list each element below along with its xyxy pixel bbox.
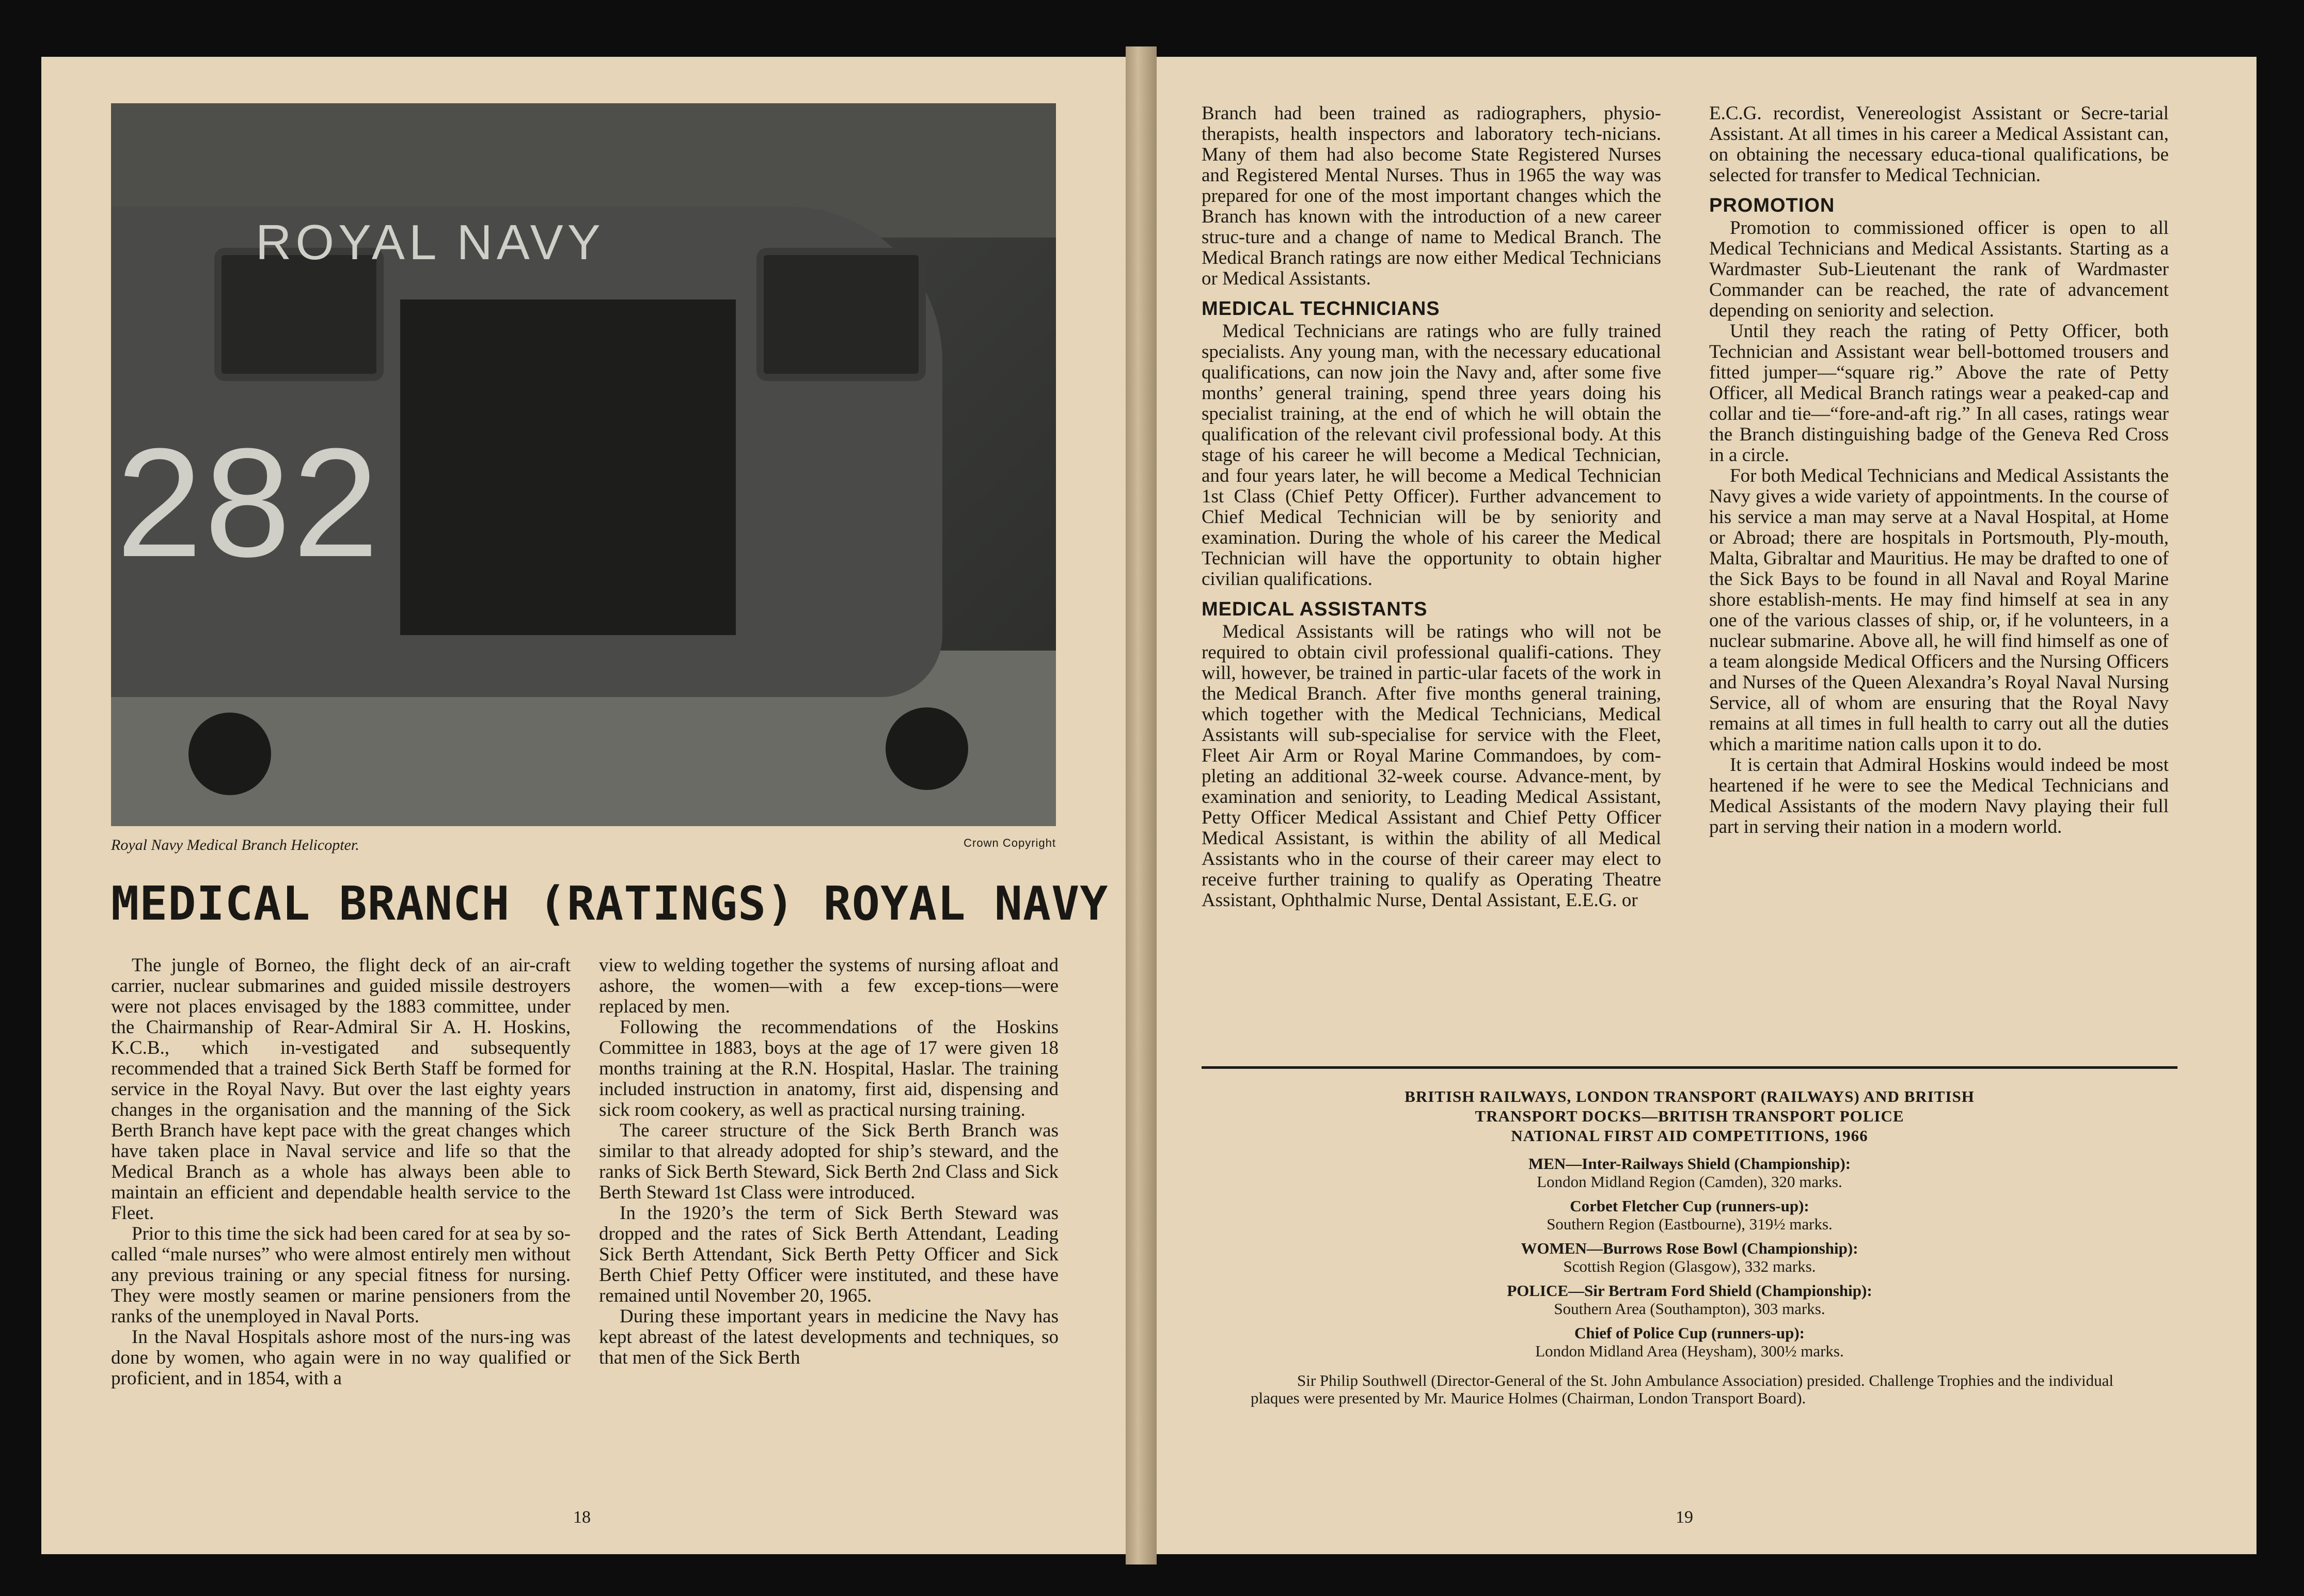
paragraph: The career structure of the Sick Berth Branch was similar to that already adopted for ship’s steward, and the ranks of Sick Berth Steward, Sick Berth 2nd Class and Sick Berth Steward 1st Class were introduced. [599,1120,1059,1203]
left-page [41,57,1126,1554]
left-column-2 [599,955,1059,1368]
paragraph: Prior to this time the sick had been cared for at sea by so-called “male nurses” who were almost entirely men without any previous training or any special fitness for nursing. They were mostly seamen or marine pensioners from the ranks of the unemployed in Naval Ports. [111,1223,571,1327]
right-column-1 [1202,103,1661,911]
section-heading: PROMOTION [1709,195,1835,216]
divider-rule [1202,1066,2177,1069]
section-heading: MEDICAL TECHNICIANS [1202,298,1440,320]
paragraph: The jungle of Borneo, the flight deck of an air-craft carrier, nuclear submarines and guided missile destroyers were not places envisaged by the 1883 committee, under the Chairmanship of Rear-Admiral Sir A. H. Hoskins, K.C.B., which in-vestigated and subsequently recommended that a trained Sick Berth Staff be formed for service in the Royal Navy. But over the last eighty years changes in the organisation and the manning of the Sick Berth Branch have kept pace with the great changes which have taken place in Naval service and life so that the Medical Branch as a whole has always been able to maintain an efficient and dependable health service to the Fleet. [111,955,571,1224]
paragraph: Branch had been trained as radiographers, physio-therapists, health inspectors and laboratory tech-nicians. Many of them had also become State Registered Nurses and Registered Mental Nurses. Thus in 1965 the way was prepared for one of the most important changes which the Branch has known with the introduction of a new career struc-ture and a change of name to Medical Branch. The Medical Branch ratings are now either Medical Technicians or Medical Assistants. [1202,103,1661,289]
paragraph: Medical Technicians are ratings who are fully trained specialists. Any young man, with the necessary educational qualifications, can now join the Navy and, after some five months’ general training, spend three years doing his specialist training, at the end of which he will obtain the qualification of the relevant civil professional body. At this stage of his career he will become a Medical Technician, and four years later, he will become a Medical Technician 1st Class (Chief Petty Officer). Further advancement to Chief Medical Technician will be by seniority and examination. During the whole of his career the Medical Technician will have the opportunity to obtain higher civilian qualifications. [1202,321,1661,590]
competition-footnote: Sir Philip Southwell (Director-General of the St. John Ambulance Association) presided. Challenge Trophies and the individual plaques were presented by Mr. Maurice Holmes (Chairman, London Transport Board). [1251,1371,2113,1407]
page-number: 18 [573,1508,591,1527]
right-page [1157,57,2256,1554]
paragraph: Until they reach the rating of Petty Officer, both Technician and Assistant wear bell-bottomed trousers and fitted jumper—“square rig.” Above the rate of Petty Officer, all Medical Branch ratings wear a peaked-cap and collar and tie—“fore-and-aft rig.” In all cases, ratings wear the Branch distinguishing badge of the Geneva Red Cross in a circle. [1709,321,2169,466]
left-column-1 [111,955,571,1389]
paragraph: Following the recommendations of the Hoskins Committee in 1883, boys at the age of 17 were given 18 months training at the R.N. Hospital, Haslar. The training included instruction in anatomy, first aid, dispensing and sick room cookery, as well as practical nursing training. [599,1017,1059,1120]
award-title: WOMEN—Burrows Rose Bowl (Championship): [1521,1239,1858,1257]
award-title: Corbet Fletcher Cup (runners-up): [1570,1197,1809,1215]
award-winner: Scottish Region (Glasgow), 332 marks. [1563,1257,1816,1275]
award-title: MEN—Inter-Railways Shield (Championship): [1528,1155,1851,1173]
section-heading: MEDICAL ASSISTANTS [1202,598,1428,620]
paragraph: E.C.G. recordist, Venereologist Assistant or Secre-tarial Assistant. At all times in his career a Medical Assistant can, on obtaining the necessary educa-tional qualifications, be selected for transfer to Medical Technician. [1709,103,2169,186]
fuselage-lettering: ROYAL NAVY [256,215,605,270]
article-title: MEDICAL BRANCH (RATINGS) ROYAL NAVY [111,877,1109,931]
helicopter-photo [111,103,1056,826]
paragraph: In the Naval Hospitals ashore most of the nurs-ing was done by women, who again were in no way qualified or proficient, and in 1854, with a [111,1326,571,1389]
paragraph: Promotion to commissioned officer is open to all Medical Technicians and Medical Assistants. Starting as a Wardmaster Sub-Lieutenant the rank of Wardmaster Commander can be reached, the rate of advancement depending on seniority and selection. [1709,217,2169,321]
page-number: 19 [1676,1508,1693,1527]
competition-results [1202,1087,2177,1407]
paragraph: For both Medical Technicians and Medical Assistants the Navy gives a wide variety of appointments. In the course of his service a man may serve at a Naval Hospital, at Home or Abroad; there are hospitals in Portsmouth, Ply-mouth, Malta, Gibraltar and Mauritius. He may be drafted to one of the Sick Bays to be found in all Naval and Royal Marine shore establish-ments. He may find himself at sea in any one of the various classes of ship, or, if he volunteers, in a nuclear submarine. Above all, he will find himself as one of a team alongside Medical Officers and the Nursing Officers and Nurses of the Queen Alexandra’s Royal Naval Nursing Service, all of whom are ensuring that the Royal Navy remains at all times in full health to carry out all the duties which a maritime nation calls upon it to do. [1709,465,2169,755]
award-title: POLICE—Sir Bertram Ford Shield (Championship): [1507,1282,1872,1300]
paragraph: It is certain that Admiral Hoskins would indeed be most heartened if he were to see the Medical Technicians and Medical Assistants of the modern Navy playing their full part in serving their nation in a modern world. [1709,754,2169,837]
paragraph: In the 1920’s the term of Sick Berth Steward was dropped and the rates of Sick Berth Attendant, Leading Sick Berth Attendant, Sick Berth Petty Officer and Sick Berth Chief Petty Officer were instituted, and these have remained until November 20, 1965. [599,1203,1059,1306]
book-spine [1126,46,1157,1565]
heading-line: NATIONAL FIRST AID COMPETITIONS, 1966 [1511,1127,1868,1145]
award-winner: London Midland Area (Heysham), 300½ marks. [1535,1342,1844,1360]
award-winner: Southern Region (Eastbourne), 319½ marks. [1546,1215,1833,1233]
photo-credit: Crown Copyright [964,836,1056,849]
tail-number: 282 [116,416,381,589]
paragraph: view to welding together the systems of nursing afloat and ashore, the women—with a few excep-tions—were replaced by men. [599,955,1059,1017]
award-title: Chief of Police Cup (runners-up): [1574,1324,1805,1342]
heading-line: BRITISH RAILWAYS, LONDON TRANSPORT (RAILWAYS) AND BRITISH [1405,1087,1975,1105]
award-winner: London Midland Region (Camden), 320 marks. [1537,1173,1842,1191]
right-column-2 [1709,103,2169,837]
heading-line: TRANSPORT DOCKS—BRITISH TRANSPORT POLICE [1475,1107,1904,1125]
paragraph: Medical Assistants will be ratings who will not be required to obtain civil professional qualifi-cations. They will, however, be trained in partic-ular facets of the work in the Medical Branch. After five months general training, which together with the Medical Technicians, Medical Assistants will sub-specialise for service with the Fleet, Fleet Air Arm or Royal Marine Commandoes, by com-pleting an additional 32-week course. Advance-ment, by examination and seniority, to Leading Medical Assistant, Petty Officer Medical Assistant and Chief Petty Officer Medical Assistant, is within the ability of all Medical Assistants who in the course of their career may elect to receive further training to qualify as Operating Theatre Assistant, Ophthalmic Nurse, Dental Assistant, E.E.G. or [1202,621,1661,911]
award-winner: Southern Area (Southampton), 303 marks. [1554,1300,1825,1318]
competition-heading [1202,1087,2177,1146]
photo-caption: Royal Navy Medical Branch Helicopter. [111,836,359,854]
paragraph: During these important years in medicine the Navy has kept abreast of the latest developments and techniques, so that men of the Sick Berth [599,1306,1059,1368]
